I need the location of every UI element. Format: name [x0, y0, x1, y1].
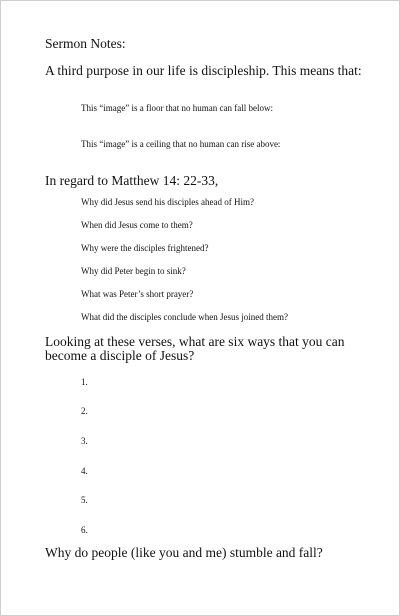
passage-question-6: What did the disciples conclude when Jesus joined them?	[81, 312, 288, 322]
ways-item-1: 1.	[81, 377, 88, 387]
passage-question-2: When did Jesus come to them?	[81, 220, 193, 230]
notes-heading: Sermon Notes:	[45, 36, 126, 51]
passage-question-5: What was Peter’s short prayer?	[81, 289, 194, 299]
discipleship-intro: A third purpose in our life is discipleship. This means that:	[45, 63, 362, 78]
closing-question: Why do people (like you and me) stumble and fall?	[45, 545, 323, 560]
ways-item-3: 3.	[81, 436, 88, 446]
ways-question: Looking at these verses, what are six ways that you can become a disciple of Jesus?	[45, 334, 345, 363]
image-floor-statement: This “image” is a floor that no human can fall below:	[81, 103, 273, 113]
ways-item-5: 5.	[81, 495, 88, 505]
image-ceiling-statement: This “image” is a ceiling that no human can rise above:	[81, 139, 281, 149]
ways-item-2: 2.	[81, 406, 88, 416]
passage-intro: In regard to Matthew 14: 22-33,	[45, 173, 219, 188]
ways-item-4: 4.	[81, 466, 88, 476]
ways-item-6: 6.	[81, 525, 88, 535]
passage-question-1: Why did Jesus send his disciples ahead of Him?	[81, 197, 254, 207]
passage-question-3: Why were the disciples frightened?	[81, 243, 209, 253]
passage-question-4: Why did Peter begin to sink?	[81, 266, 186, 276]
